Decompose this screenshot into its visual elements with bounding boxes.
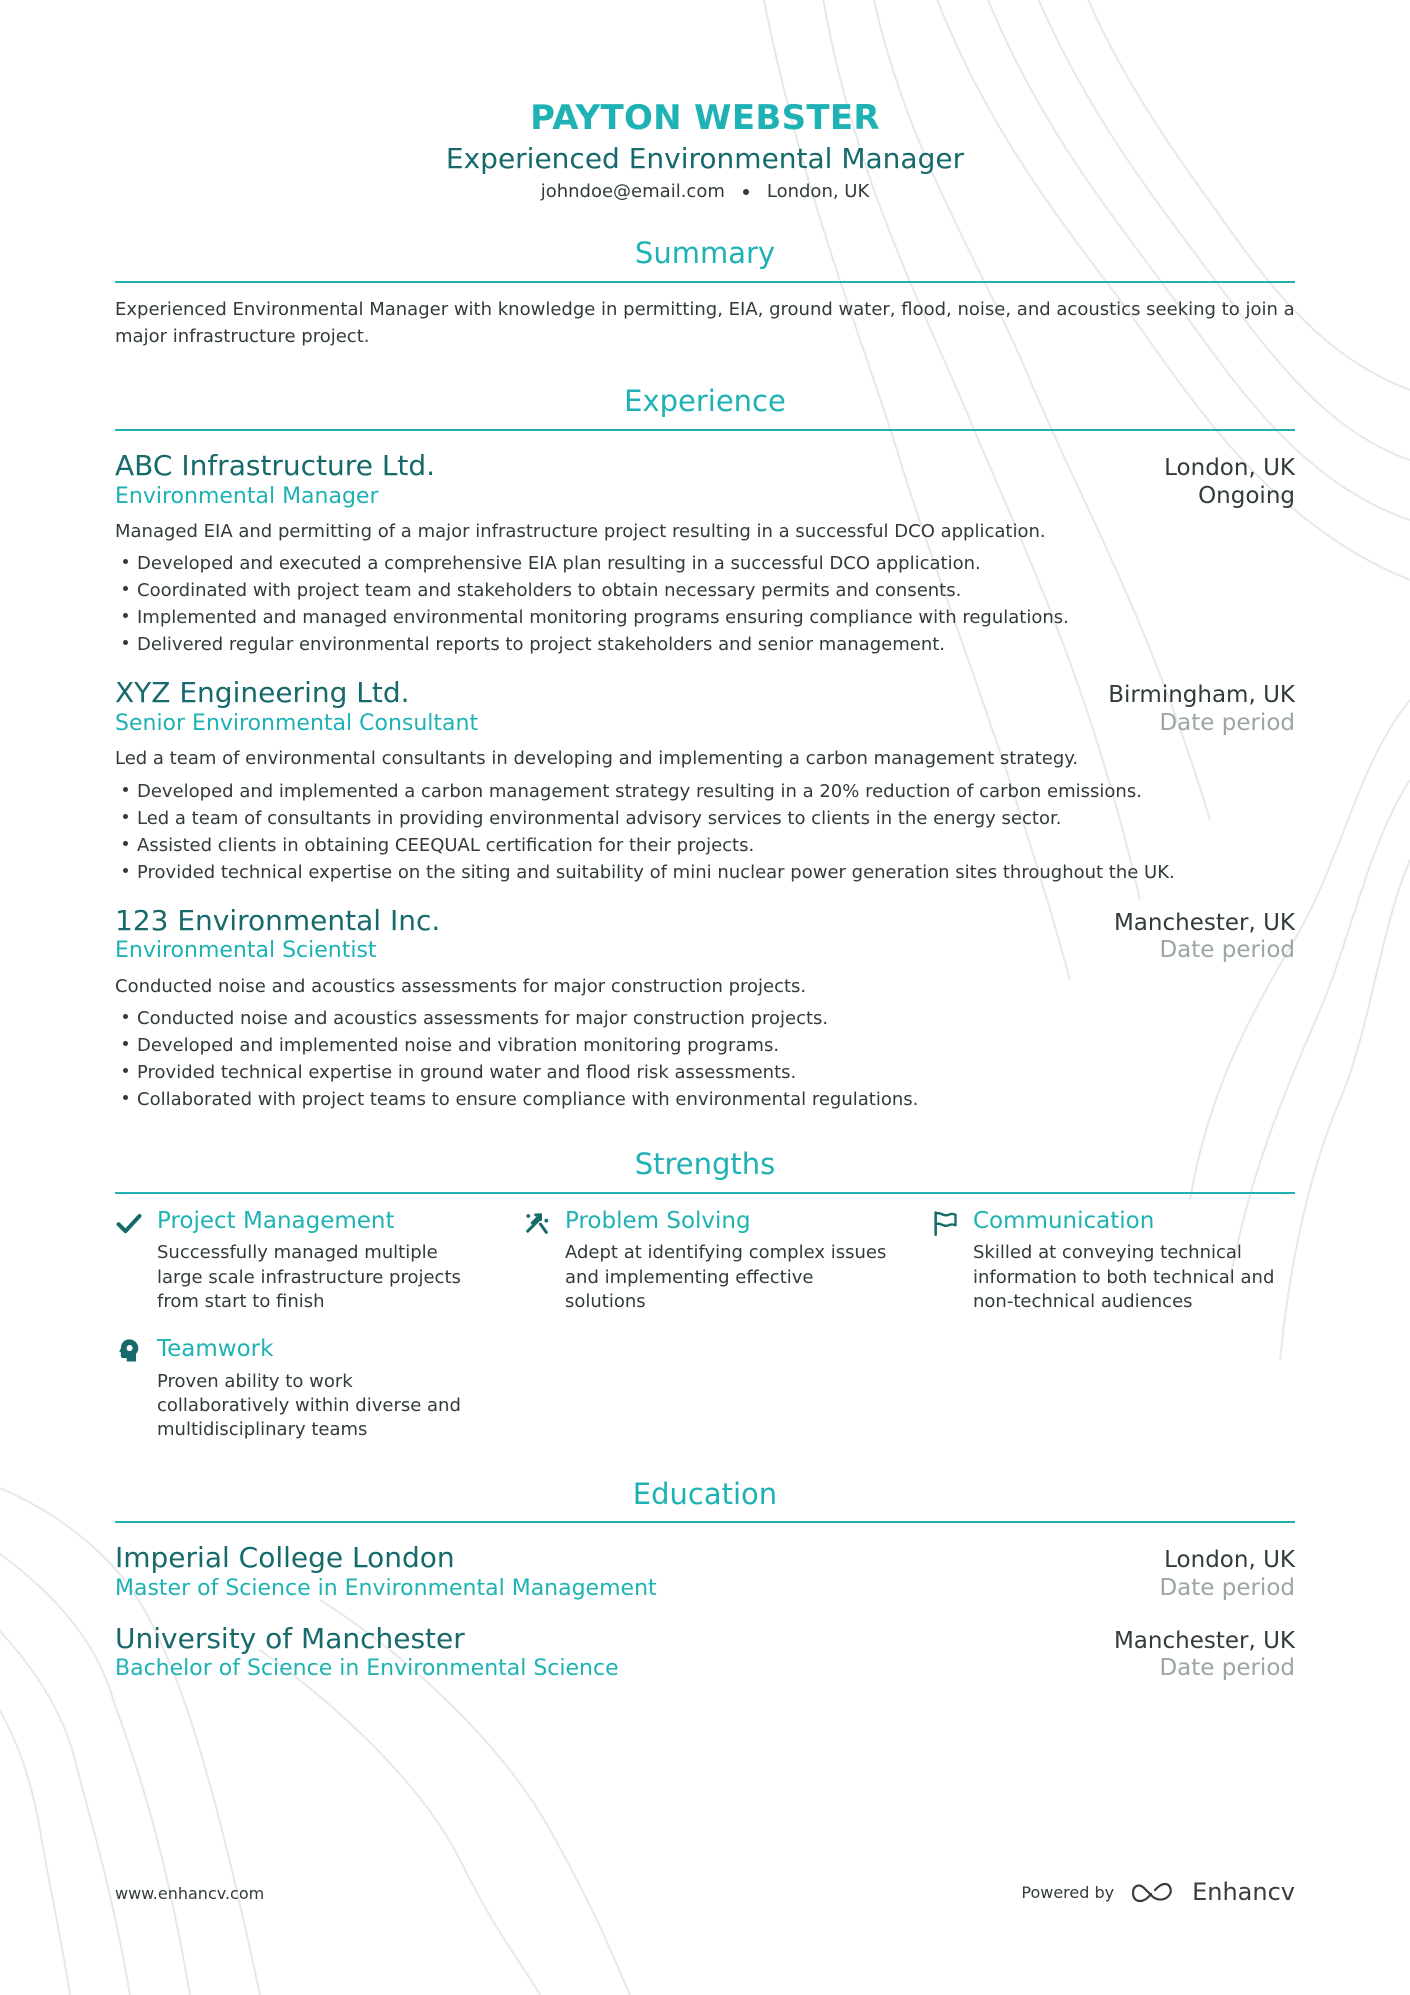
experience-role: Environmental Manager [115, 483, 379, 509]
powered-by-footer [1021, 1878, 1295, 1906]
strength-title: Teamwork [157, 1336, 274, 1363]
experience-item [115, 449, 1295, 658]
enhancv-brand-name: Enhancv [1192, 1878, 1295, 1906]
experience-role: Environmental Scientist [115, 938, 377, 964]
experience-bullets [115, 550, 1295, 658]
enhancv-logo-icon [1130, 1878, 1176, 1906]
experience-date: Date period [1159, 937, 1295, 964]
strength-item [523, 1208, 887, 1314]
checkmark-icon [115, 1209, 143, 1237]
education-section-title: Education [115, 1477, 1295, 1524]
strength-item [115, 1208, 479, 1314]
strength-description: Adept at identifying complex issues and implementing effective solutions [565, 1242, 887, 1312]
education-degree: Master of Science in Environmental Management [115, 1575, 657, 1601]
resume-page [115, 98, 1295, 1684]
education-degree: Bachelor of Science in Environmental Science [115, 1656, 619, 1682]
strength-item [931, 1208, 1295, 1314]
experience-company: XYZ Engineering Ltd. [115, 676, 410, 710]
contact-info [115, 181, 1295, 202]
education-location: London, UK [1164, 1547, 1295, 1574]
strength-title: Communication [973, 1207, 1155, 1234]
education-date: Date period [1159, 1655, 1295, 1682]
experience-bullet: Implemented and managed environmental monitoring programs ensuring compliance with regulations. [115, 604, 1295, 631]
experience-date: Ongoing [1198, 482, 1295, 509]
experience-date: Date period [1159, 709, 1295, 736]
experience-bullet: Provided technical expertise on the siting and suitability of mini nuclear power generation sites throughout the UK. [115, 859, 1295, 886]
problem-solving-icon [523, 1209, 551, 1237]
head-icon [115, 1337, 143, 1365]
strengths-grid [115, 1208, 1295, 1443]
experience-company: 123 Environmental Inc. [115, 903, 441, 937]
strength-title: Problem Solving [565, 1207, 751, 1234]
strength-item [115, 1336, 479, 1442]
experience-bullet: Developed and implemented a carbon management strategy resulting in a 20% reduction of carbon emissions. [115, 778, 1295, 805]
experience-company: ABC Infrastructure Ltd. [115, 448, 436, 482]
experience-section-title: Experience [115, 384, 1295, 431]
experience-bullet: Collaborated with project teams to ensure compliance with environmental regulations. [115, 1086, 1295, 1113]
experience-bullet: Provided technical expertise in ground water and flood risk assessments. [115, 1059, 1295, 1086]
summary-section-title: Summary [115, 236, 1295, 283]
experience-description: Managed EIA and permitting of a major infrastructure project resulting in a successful DCO application. [115, 521, 1046, 543]
experience-bullet: Coordinated with project team and stakeholders to obtain necessary permits and consents. [115, 577, 1295, 604]
experience-location: Birmingham, UK [1108, 682, 1295, 709]
experience-description: Led a team of environmental consultants in developing and implementing a carbon management strategy. [115, 748, 1079, 770]
summary-text: Experienced Environmental Manager with knowledge in permitting, EIA, ground water, flood, noise, and acoustics seeking to join a major infrastructure project. [115, 299, 1295, 348]
strength-description: Successfully managed multiple large scale infrastructure projects from start to finish [157, 1242, 461, 1312]
experience-bullet: Led a team of consultants in providing environmental advisory services to clients in the energy sector. [115, 805, 1295, 832]
candidate-name: PAYTON WEBSTER [530, 98, 880, 138]
strength-description: Skilled at conveying technical information to both technical and non-technical audiences [973, 1242, 1275, 1312]
experience-item [115, 904, 1295, 1113]
candidate-location: London, UK [766, 181, 870, 203]
powered-by-label: Powered by [1021, 1882, 1115, 1902]
education-item [115, 1541, 1295, 1603]
experience-description: Conducted noise and acoustics assessments for major construction projects. [115, 975, 807, 997]
education-item [115, 1622, 1295, 1684]
experience-bullet: Developed and implemented noise and vibration monitoring programs. [115, 1032, 1295, 1059]
education-school: University of Manchester [115, 1621, 465, 1655]
experience-bullet: Delivered regular environmental reports to project stakeholders and senior management. [115, 631, 1295, 658]
experience-bullets [115, 1005, 1295, 1113]
experience-location: London, UK [1164, 454, 1295, 481]
experience-bullet: Developed and executed a comprehensive EIA plan resulting in a successful DCO application. [115, 550, 1295, 577]
contact-separator-dot [743, 189, 749, 195]
strengths-section-title: Strengths [115, 1147, 1295, 1194]
candidate-headline: Experienced Environmental Manager [445, 141, 965, 175]
resume-header [115, 98, 1295, 202]
experience-role: Senior Environmental Consultant [115, 710, 479, 736]
experience-bullets [115, 778, 1295, 886]
experience-item [115, 676, 1295, 885]
email-link[interactable]: johndoe@email.com [540, 181, 725, 203]
footer-website-link[interactable]: www.enhancv.com [115, 1884, 265, 1903]
strength-description: Proven ability to work collaboratively within diverse and multidisciplinary teams [157, 1370, 461, 1441]
education-location: Manchester, UK [1113, 1627, 1295, 1654]
education-school: Imperial College London [115, 1541, 455, 1575]
experience-bullet: Assisted clients in obtaining CEEQUAL certification for their projects. [115, 832, 1295, 859]
experience-location: Manchester, UK [1113, 909, 1295, 936]
education-date: Date period [1159, 1574, 1295, 1601]
flag-icon [931, 1209, 959, 1237]
experience-bullet: Conducted noise and acoustics assessments for major construction projects. [115, 1005, 1295, 1032]
strength-title: Project Management [157, 1207, 395, 1234]
